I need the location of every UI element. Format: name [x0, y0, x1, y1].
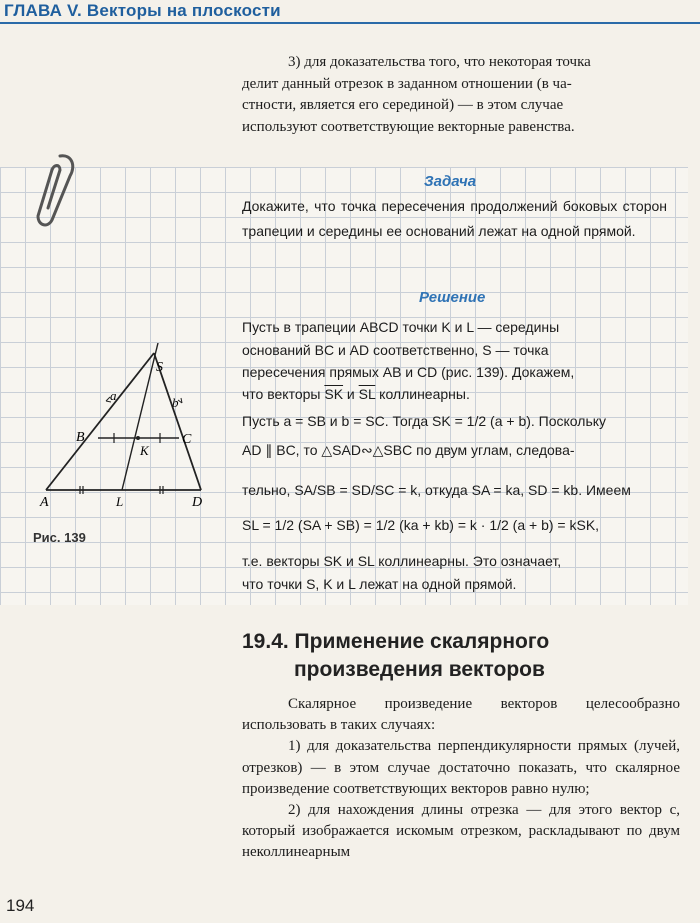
label-b-point: B — [76, 430, 85, 445]
task-text: Докажите, что точка пересечения продолжений боковых сторон трапеции и середины ее оснований лежат на одной прямой. — [242, 198, 667, 239]
arrow-b-icon — [178, 398, 182, 403]
solution-line: Пусть в трапеции ABCD точки K и L — середины — [242, 319, 560, 335]
section-title — [242, 628, 682, 684]
page-number: 194 — [6, 896, 35, 915]
solution-line — [242, 384, 667, 404]
vector-sk: $\overline{SK}$ — [324, 386, 344, 402]
label-c: C — [182, 432, 192, 447]
vector-sl: $\overline{SL}$ — [358, 386, 376, 402]
solution-line: SL = 1/2 (SA + SB) = 1/2 (ka + kb) = k · 1/2 (a + b) = kSK, — [242, 517, 600, 533]
label-a-point: A — [40, 495, 49, 510]
chapter-title: ГЛАВА V. Векторы на плоскости — [4, 1, 281, 20]
solution-line: тельно, SA/SB = SD/SC = k, откуда SA = ka, SD = kb. Имеем — [242, 482, 631, 498]
text-fragment: и — [343, 386, 359, 402]
label-k: K — [140, 443, 149, 458]
point-k — [136, 436, 140, 440]
intro-line: 3) для доказательства того, что некоторая точка — [288, 54, 591, 70]
body-paragraph: 1) для доказательства перпендикулярности прямых (лучей, отрезков) — в этом случае достаточно показать, что скалярное произведение соответствующих векторов равно нулю; — [242, 738, 680, 797]
task-title: Задача — [424, 173, 477, 190]
intro-line: стности, является его серединой) — в этом случае — [242, 97, 564, 114]
intro-paragraph — [242, 52, 680, 138]
solution-line: Пусть a = SB и b = SC. Тогда SK = 1/2 (a + b). Поскольку — [242, 413, 607, 429]
label-s: S — [156, 360, 163, 375]
label-l: L — [116, 494, 124, 509]
solution-line: что точки S, K и L лежат на одной прямой. — [242, 576, 517, 592]
solution-line: пересечения прямых AB и CD (рис. 139). Докажем, — [242, 364, 575, 380]
line-sl — [122, 343, 158, 490]
label-d: D — [192, 495, 203, 510]
figure-caption: Рис. 139 — [33, 530, 86, 545]
chapter-header — [0, 0, 700, 24]
section-title-line: 19.4. Применение скалярного — [242, 630, 550, 653]
body-paragraph: 2) для нахождения длины отрезка — для этого вектор c, который изображается искомым отрезком, раскладывают по двум неколлинеарным — [242, 802, 680, 861]
intro-line: делит данный отрезок в заданном отношении (в ча- — [242, 75, 572, 92]
line-as — [46, 353, 154, 490]
section-body — [242, 694, 680, 864]
label-b: b — [172, 395, 179, 410]
text-fragment: коллинеарны. — [375, 386, 470, 402]
solution-line: AD ∥ BC, то △SAD∾△SBC по двум углам, следова- — [242, 442, 575, 458]
solution-title: Решение — [419, 289, 486, 306]
text-fragment: что векторы — [242, 386, 325, 402]
body-paragraph: Скалярное произведение векторов целесообразно использовать в таких случаях: — [242, 696, 680, 734]
trapezoid-figure — [36, 343, 226, 523]
label-a: a — [110, 388, 117, 403]
intro-line: используют соответствующие векторные равенства. — [242, 118, 575, 135]
solution-line: оснований BC и AD соответственно, S — точка — [242, 342, 549, 358]
solution-line: т.е. векторы SK и SL коллинеарны. Это означает, — [242, 553, 562, 569]
paperclip-icon — [30, 150, 80, 230]
section-title-line: произведения векторов — [294, 658, 545, 681]
